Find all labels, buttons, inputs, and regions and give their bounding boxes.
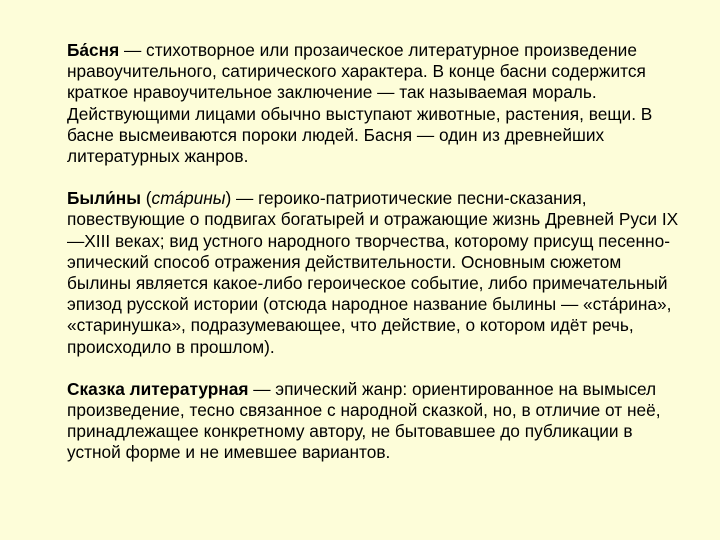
term-skazka: Сказка литературная (67, 378, 249, 399)
definition-basnya: — стихотворное или прозаическое литературное произведение нравоучительного, сатирического характера. В конце басни содержится краткое нравоучительное заключение — так называемая мораль. Действующими лицами обычно выступают животные, растения, вещи. В басне высмеиваются пороки людей. Басня — один из древнейших литературных жанров. (67, 40, 653, 167)
term-byliny-alt: ста́рины (151, 188, 226, 209)
definition-skazka: — эпический жанр: ориентированное на вымысел произведение, тесно связанное с народной сказкой, но, в отличие от неё, принадлежащее конкретному автору, не бытовавшее до публикации в устной форме и не имевшее вариантов. (67, 378, 661, 463)
paragraph-byliny (67, 188, 687, 358)
paragraph-basnya (67, 40, 687, 167)
paren-open: ( (140, 188, 152, 209)
definition-byliny: — героико-патриотические песни-сказания, повествующие о подвигах богатырей и отражающие жизнь Древней Руси IX—XIII веках; вид устного народного творчества, которому присущ песенно-эпический способ отражения действительности. Основным сюжетом былины является какое-либо героическое событие, либо примечательный эпизод русской истории (отсюда народное название былины — «ста́рина», «старинушка», подразумевающее, что действие, о котором идёт речь, происходило в прошлом). (67, 188, 679, 357)
term-basnya: Ба́сня (67, 40, 120, 60)
slide-content (67, 40, 687, 485)
term-byliny: Были́ны (67, 188, 141, 209)
paren-close: ) (225, 188, 232, 209)
paragraph-skazka (67, 379, 687, 464)
